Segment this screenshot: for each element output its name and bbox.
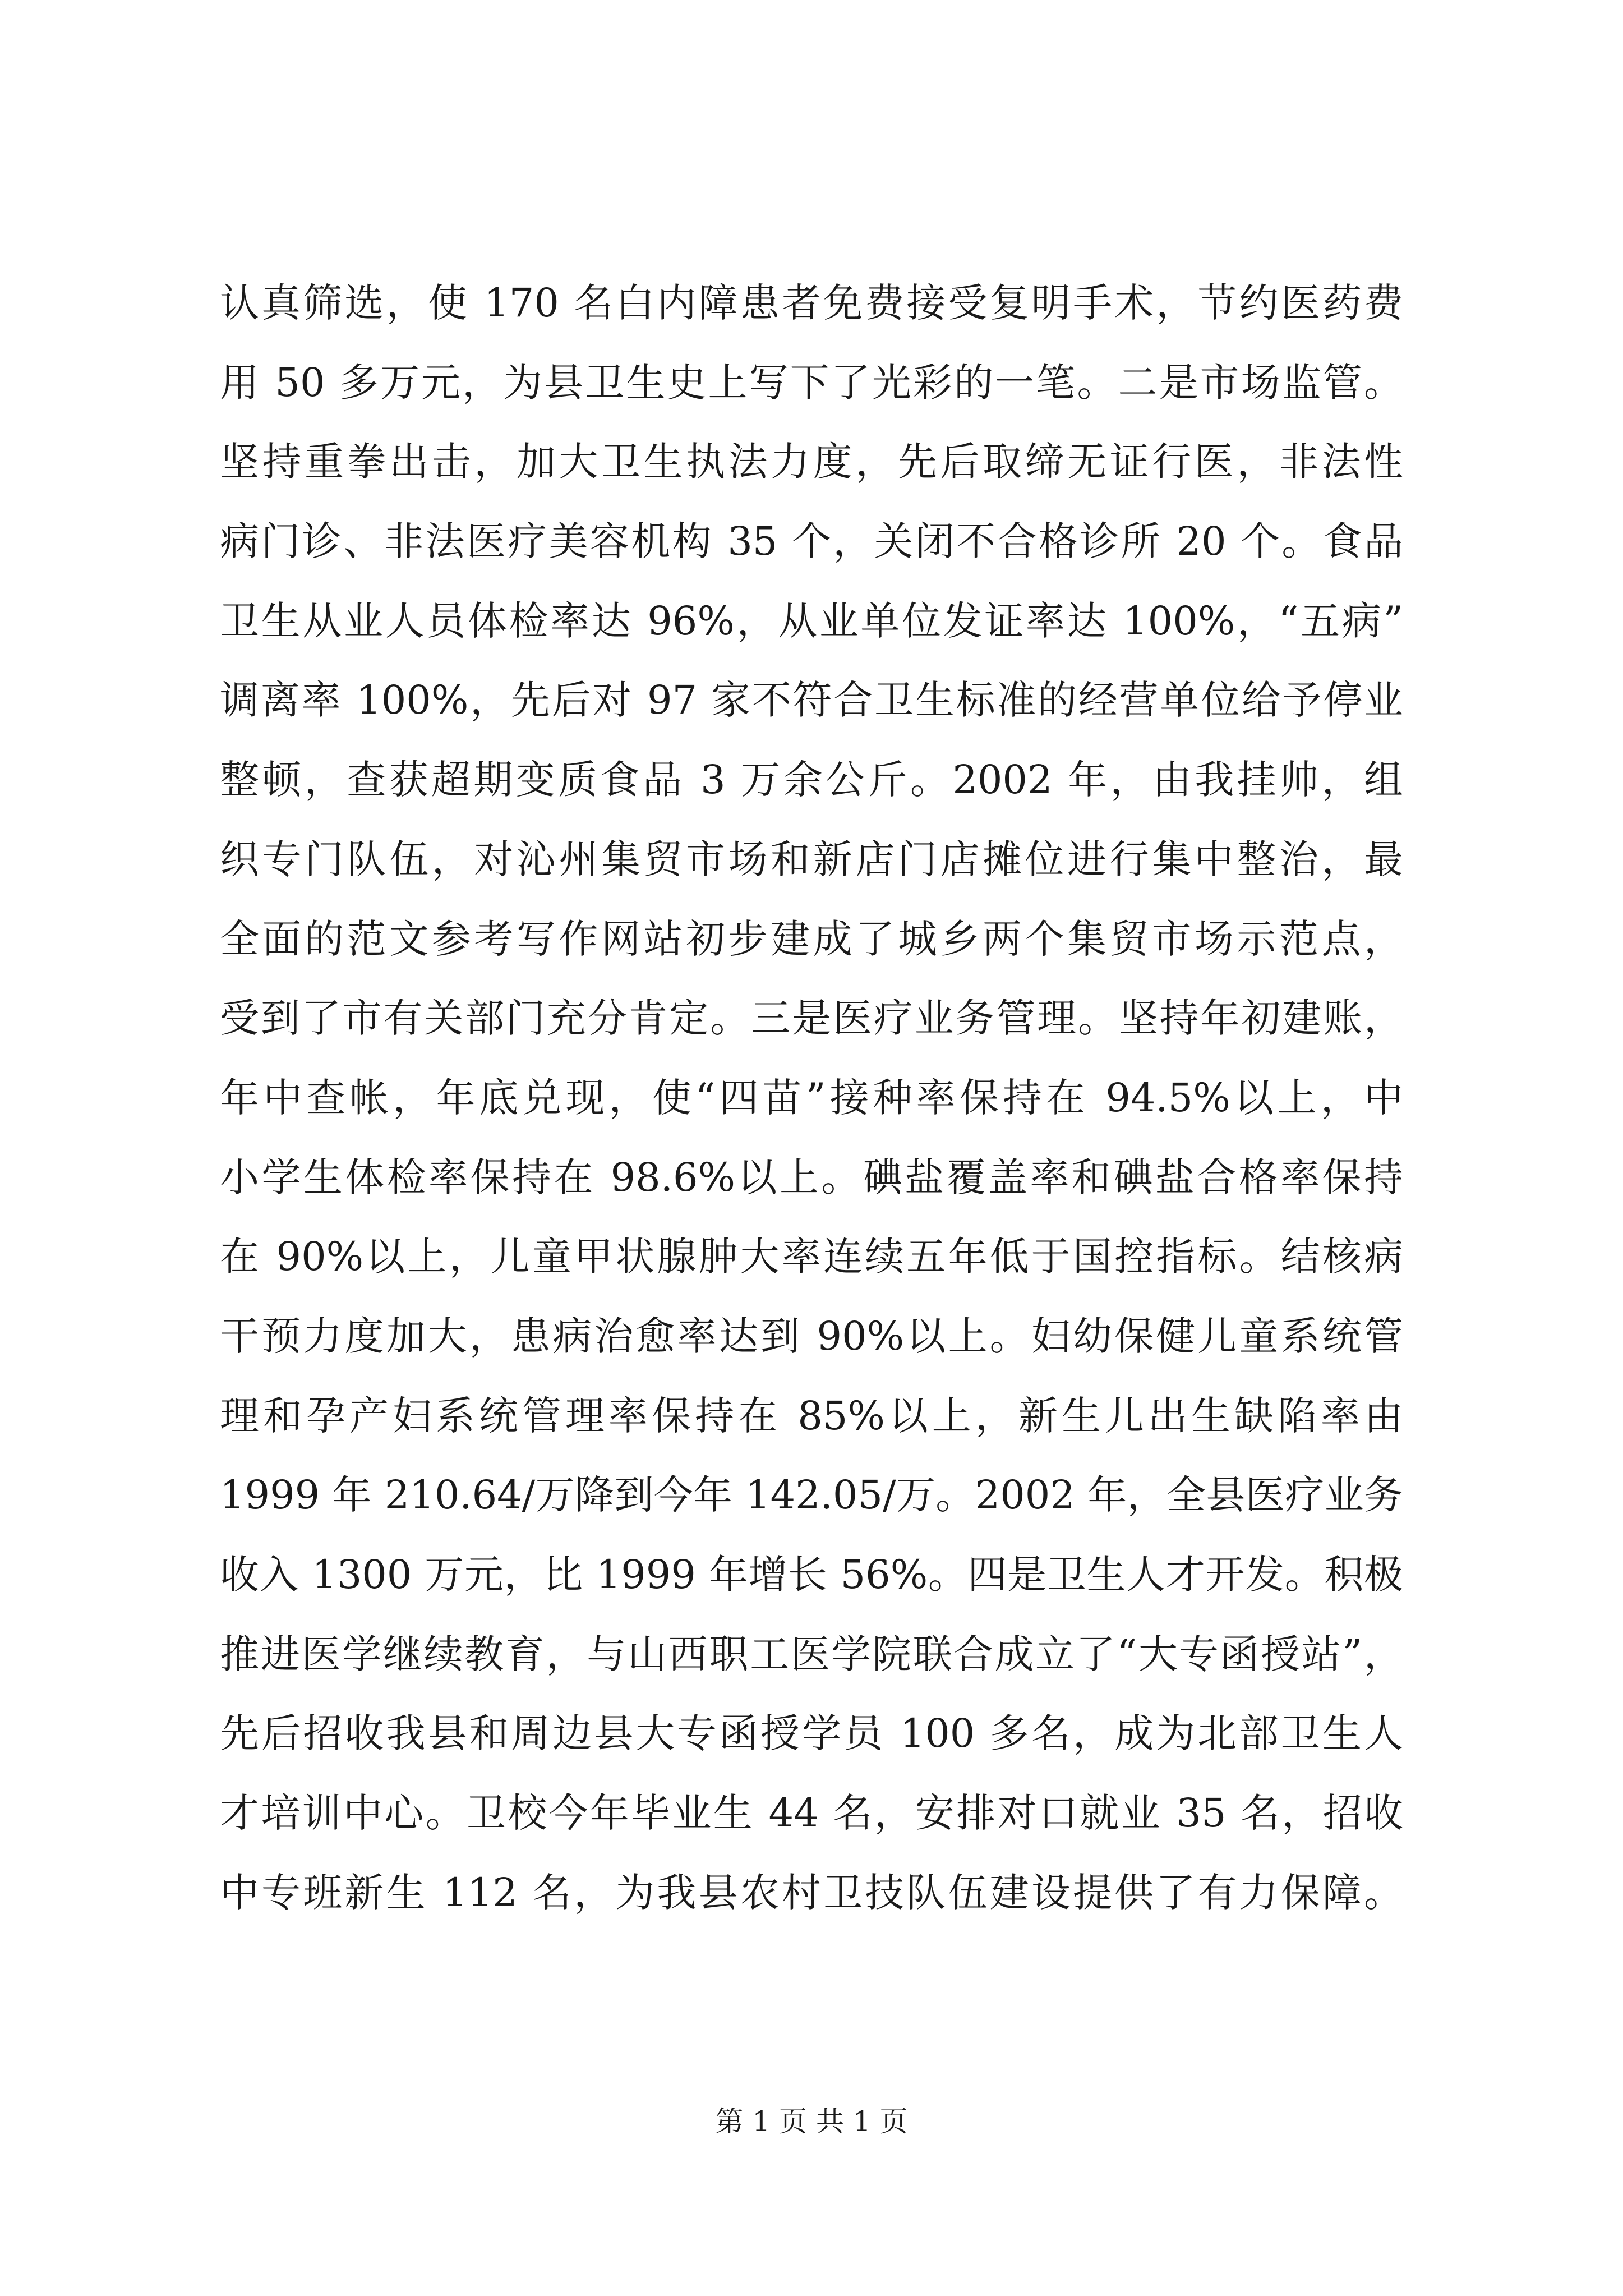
text-line: 收入 1300 万元，比 1999 年增长 56%。四是卫生人才开发。积极: [220, 1552, 1403, 1598]
text-line: 受到了市有关部门充分肯定。三是医疗业务管理。坚持年初建账，: [220, 995, 1403, 1042]
body-text: [220, 264, 1403, 1932]
text-line: 坚持重拳出击，加大卫生执法力度，先后取缔无证行医，非法性: [220, 439, 1403, 485]
text-line: 小学生体检率保持在 98.6%以上。碘盐覆盖率和碘盐合格率保持: [220, 1154, 1403, 1200]
text-line: 1999 年 210.64/万降到今年 142.05/万。2002 年，全县医疗业务: [220, 1472, 1403, 1519]
text-line: 才培训中心。卫校今年毕业生 44 名，安排对口就业 35 名，招收: [220, 1790, 1403, 1837]
text-line: 认真筛选，使 170 名白内障患者免费接受复明手术，节约医药费: [220, 280, 1403, 326]
text-line: 调离率 100%，先后对 97 家不符合卫生标准的经营单位给予停业: [220, 677, 1403, 724]
text-line: 年中查帐，年底兑现，使“四苗”接种率保持在 94.5%以上，中: [220, 1074, 1403, 1121]
text-line: 中专班新生 112 名，为我县农村卫技队伍建设提供了有力保障。: [220, 1869, 1403, 1916]
text-line: 理和孕产妇系统管理率保持在 85%以上，新生儿出生缺陷率由: [220, 1392, 1403, 1439]
text-line: 整顿，查获超期变质食品 3 万余公斤。2002 年，由我挂帅，组: [220, 757, 1403, 803]
text-line: 先后招收我县和周边县大专函授学员 100 多名，成为北部卫生人: [220, 1710, 1403, 1757]
text-line: 全面的范文参考写作网站初步建成了城乡两个集贸市场示范点，: [220, 915, 1403, 962]
page-footer: [0, 2105, 1623, 2138]
text-line: 推进医学继续教育，与山西职工医学院联合成立了“大专函授站”，: [220, 1631, 1403, 1677]
text-line: 卫生从业人员体检率达 96%，从业单位发证率达 100%，“五病”: [220, 597, 1403, 644]
text-line: 在 90%以上，儿童甲状腺肿大率连续五年低于国控指标。结核病: [220, 1234, 1403, 1280]
text-line: 干预力度加大，患病治愈率达到 90%以上。妇幼保健儿童系统管: [220, 1313, 1403, 1359]
page-number-label: 第 1 页 共 1 页: [715, 2105, 908, 2138]
text-line: 病门诊、非法医疗美容机构 35 个，关闭不合格诊所 20 个。食品: [220, 518, 1403, 565]
text-line: 织专门队伍，对沁州集贸市场和新店门店摊位进行集中整治，最: [220, 836, 1403, 882]
text-line: 用 50 多万元，为县卫生史上写下了光彩的一笔。二是市场监管。: [220, 359, 1403, 406]
